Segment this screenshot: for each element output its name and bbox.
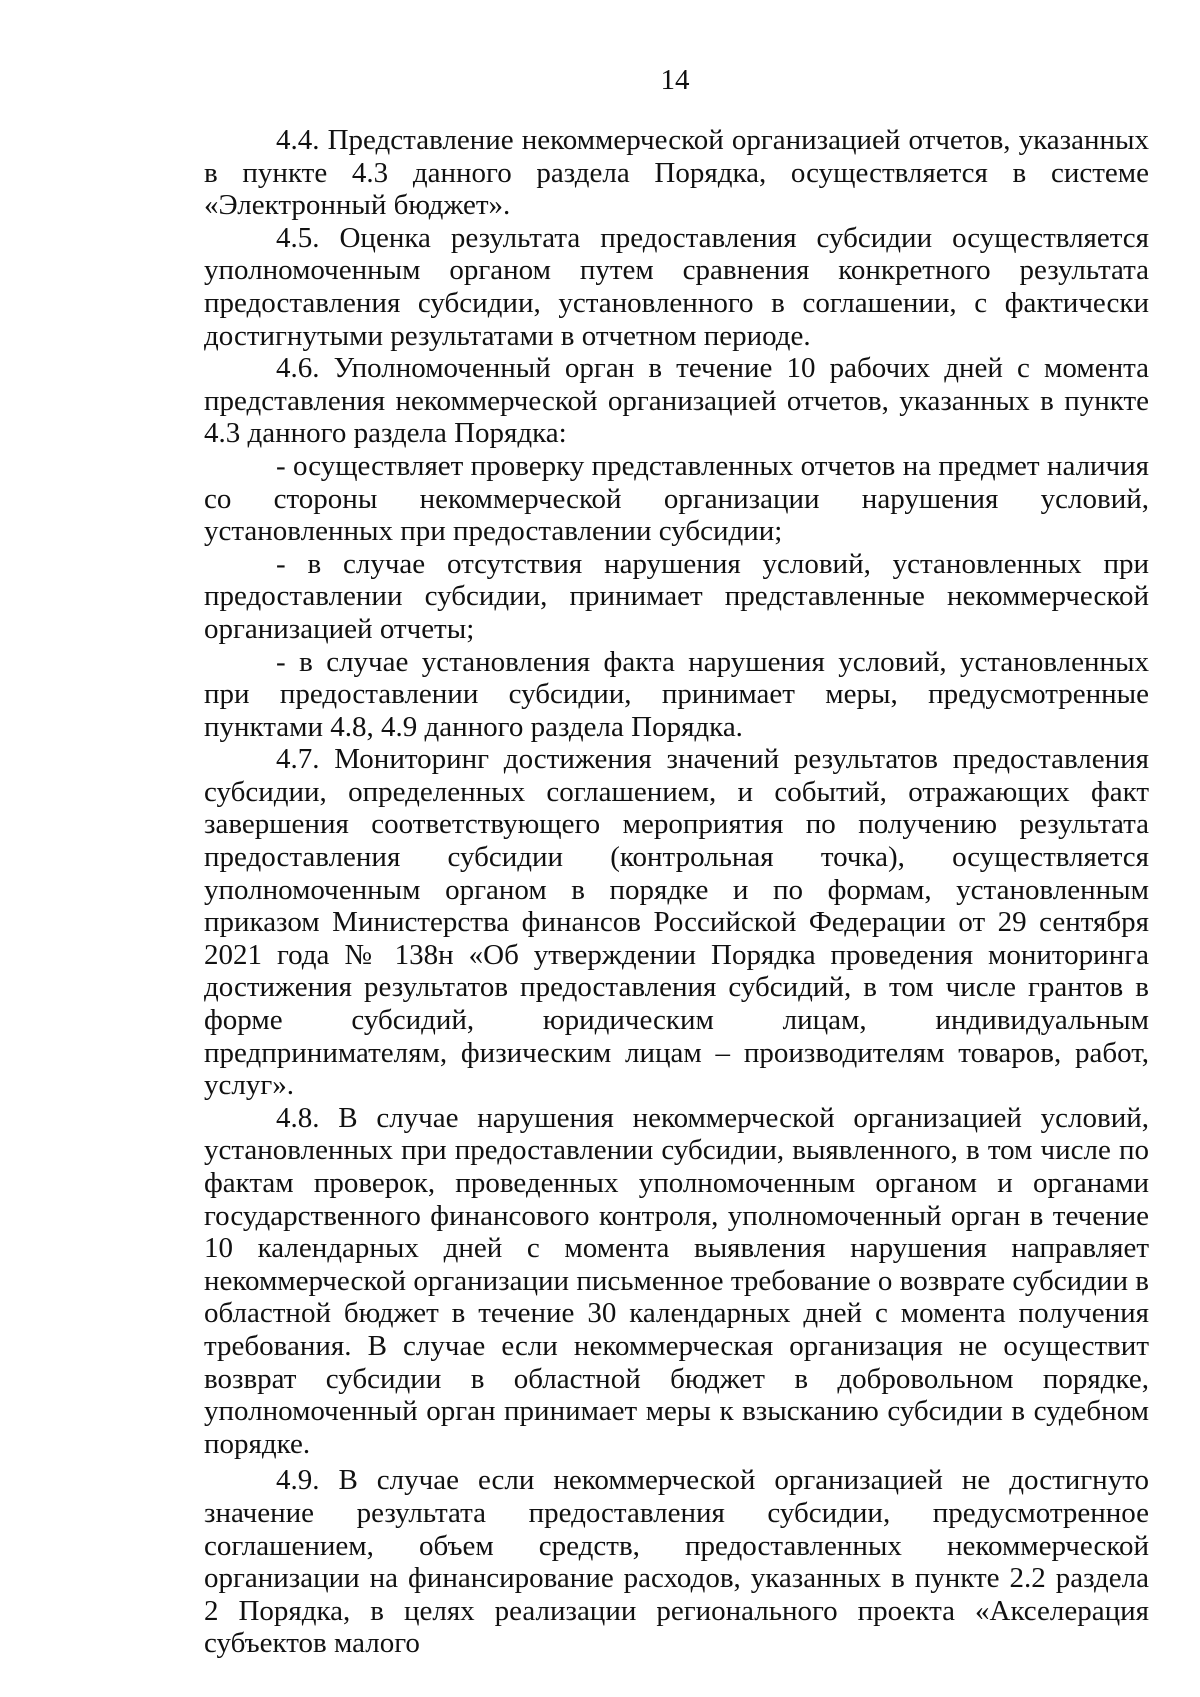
- list-item-check-reports: - осуществляет проверку представленных отчетов на предмет наличия со стороны некоммерческой организации нарушения условий, установленных при предоставлении субсидии;: [204, 449, 1149, 548]
- paragraph-4-8: 4.8. В случае нарушения некоммерческой организацией условий, установленных при предоставлении субсидии, выявленного, в том числе по фактам проверок, проведенных уполномоченным органом и органами государственного финансового контроля, уполномоченный орган в течение 10 календарных дней с момента выявления нарушения направляет некоммерческой организации письменное требование о возврате субсидии в областной бюджет в течение 30 календарных дней с момента получения требования. В случае если некоммерческая организация не осуществит возврат субсидии в областной бюджет в добровольном порядке, уполномоченный орган принимает меры к взысканию субсидии в судебном порядке.: [204, 1101, 1149, 1460]
- paragraph-4-6: 4.6. Уполномоченный орган в течение 10 рабочих дней с момента представления некоммерческой организацией отчетов, указанных в пункте 4.3 данного раздела Порядка:: [204, 352, 1149, 450]
- list-item-take-measures: - в случае установления факта нарушения условий, установленных при предоставлении субсидии, принимает меры, предусмотренные пунктами 4.8, 4.9 данного раздела Порядка.: [204, 645, 1149, 743]
- page-number: 14: [660, 64, 690, 96]
- paragraph-4-9: 4.9. В случае если некоммерческой организацией не достигнуто значение результата предоставления субсидии, предусмотренное соглашением, объем средств, предоставленных некоммерческой организации на финансирование расходов, указанных в пункте 2.2 раздела 2 Порядка, в целях реализации регионального проекта «Акселерация субъектов малого: [204, 1464, 1149, 1660]
- paragraph-4-5: 4.5. Оценка результата предоставления субсидии осуществляется уполномоченным органом путем сравнения конкретного результата предоставления субсидии, установленного в соглашении, с фактически достигнутыми результатами в отчетном периоде.: [204, 221, 1149, 352]
- list-item-accept-reports: - в случае отсутствия нарушения условий, установленных при предоставлении субсидии, принимает представленные некоммерческой организацией отчеты;: [204, 547, 1149, 645]
- document-body: [204, 124, 1149, 1660]
- paragraph-4-7: 4.7. Мониторинг достижения значений результатов предоставления субсидии, определенных соглашением, и событий, отражающих факт завершения соответствующего мероприятия по получению результата предоставления субсидии (контрольная точка), осуществляется уполномоченным органом в порядке и по формам, установленным приказом Министерства финансов Российской Федерации от 29 сентября 2021 года № 138н «Об утверждении Порядка проведения мониторинга достижения результатов предоставления субсидий, в том числе грантов в форме субсидий, юридическим лицам, индивидуальным предпринимателям, физическим лицам – производителям товаров, работ, услуг».: [204, 743, 1149, 1102]
- paragraph-4-4: 4.4. Представление некоммерческой организацией отчетов, указанных в пункте 4.3 данного раздела Порядка, осуществляется в системе «Электронный бюджет».: [204, 124, 1149, 222]
